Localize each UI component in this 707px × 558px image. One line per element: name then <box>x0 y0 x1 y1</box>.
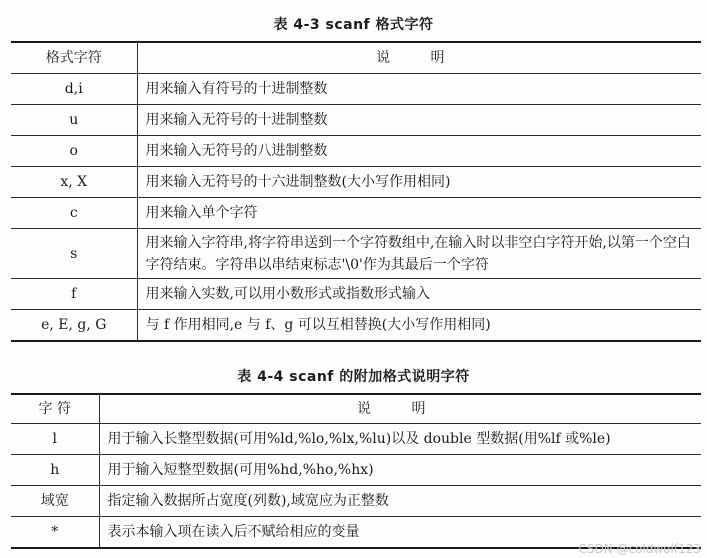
description-cell: 用来输入无符号的十六进制整数(大小写作用相同) <box>137 167 701 198</box>
description-cell: 用来输入有符号的十进制整数 <box>137 74 701 105</box>
table-row <box>11 424 701 455</box>
format-char-cell: h <box>11 455 99 486</box>
format-char-cell: l <box>11 424 99 455</box>
table-row <box>11 229 701 279</box>
format-char-cell: x, X <box>11 167 137 198</box>
format-char-cell: e, E, g, G <box>11 310 137 342</box>
description-cell: 用于输入短整型数据(可用%hd,%ho,%hx) <box>99 455 701 486</box>
table-4-4-caption: 表 4-4 scanf 的附加格式说明字符 <box>237 369 470 385</box>
table-row <box>11 198 701 229</box>
format-char-cell: d,i <box>11 74 137 105</box>
table-row <box>11 105 701 136</box>
table-row <box>11 310 701 342</box>
description-cell: 用来输入实数,可以用小数形式或指数形式输入 <box>137 279 701 310</box>
description-cell: 表示本输入项在读入后不赋给相应的变量 <box>99 517 701 549</box>
description-cell: 用来输入无符号的八进制整数 <box>137 136 701 167</box>
table-row <box>11 455 701 486</box>
header-format-char: 格式字符 <box>11 42 137 74</box>
description-cell: 用来输入字符串,将字符串送到一个字符数组中,在输入时以非空白字符开始,以第一个空白字符结束。字符串以串结束标志'\0'作为其最后一个字符 <box>137 229 701 279</box>
table-header-row <box>11 42 701 74</box>
format-char-cell: * <box>11 517 99 549</box>
table-row <box>11 486 701 517</box>
format-char-cell: s <box>11 229 137 279</box>
format-char-cell: f <box>11 279 137 310</box>
table-row <box>11 167 701 198</box>
header-char: 字 符 <box>11 394 99 424</box>
format-char-cell: u <box>11 105 137 136</box>
description-cell: 用来输入无符号的十进制整数 <box>137 105 701 136</box>
header-description: 说 明 <box>99 394 701 424</box>
scanf-format-chars-table <box>11 41 701 342</box>
table-header-row <box>11 394 701 424</box>
header-description: 说 明 <box>137 42 701 74</box>
scanf-modifier-chars-table <box>11 393 701 549</box>
format-char-cell: c <box>11 198 137 229</box>
watermark: CSDN @coldwolf123 <box>578 542 701 556</box>
description-cell: 用于输入长整型数据(可用%ld,%lo,%lx,%lu)以及 double 型数据(用%lf 或%le) <box>99 424 701 455</box>
table-4-3-caption: 表 4-3 scanf 格式字符 <box>273 17 434 33</box>
table-row <box>11 74 701 105</box>
table-row <box>11 279 701 310</box>
format-char-cell: o <box>11 136 137 167</box>
table-row <box>11 136 701 167</box>
description-cell: 用来输入单个字符 <box>137 198 701 229</box>
description-cell: 与 f 作用相同,e 与 f、g 可以互相替换(大小写作用相同) <box>137 310 701 342</box>
description-cell: 指定输入数据所占宽度(列数),域宽应为正整数 <box>99 486 701 517</box>
format-char-cell: 域宽 <box>11 486 99 517</box>
